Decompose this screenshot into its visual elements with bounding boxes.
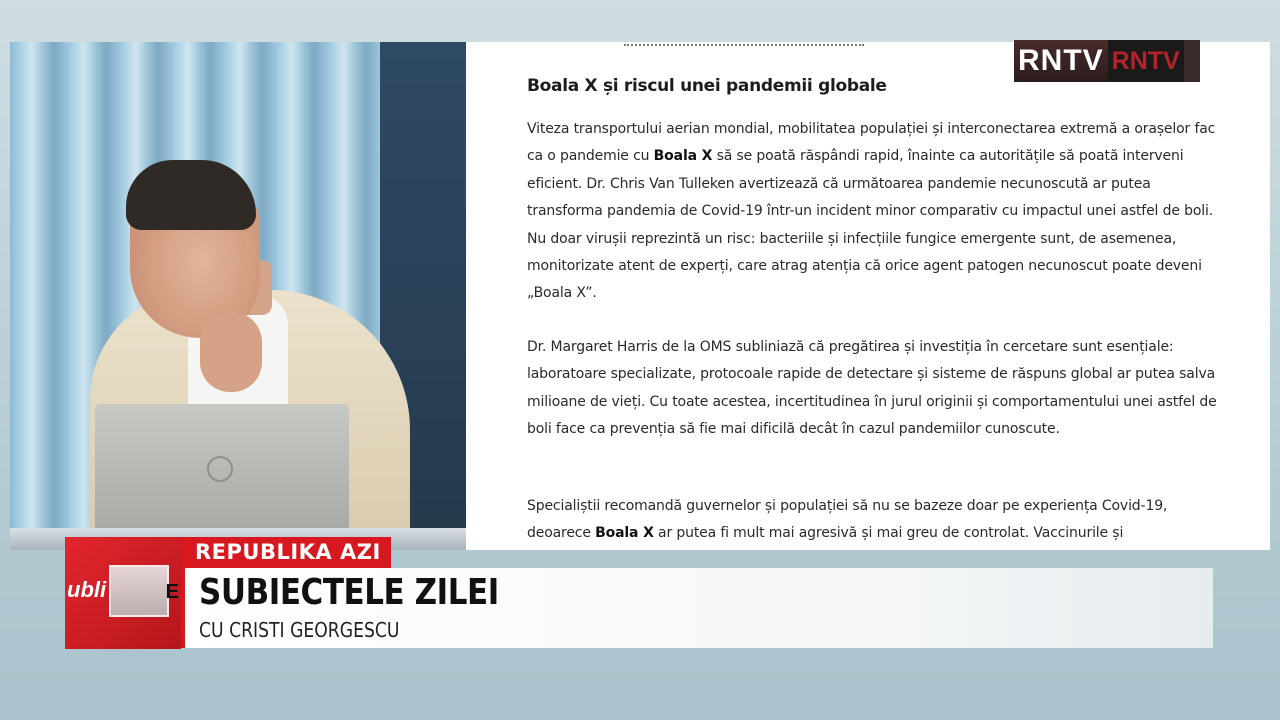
article-paragraph-3	[527, 493, 1217, 548]
paragraph-text: ar putea fi mult mai agresivă și mai greu de controlat. Vaccinurile și	[653, 525, 1124, 542]
show-title: SUBIECTELE ZILEI	[199, 572, 499, 613]
show-logo-text: ubli	[67, 577, 107, 602]
presenter-hand	[200, 312, 262, 392]
article-panel	[466, 42, 1270, 550]
paragraph-text: să se poată răspândi rapid, înainte ca autoritățile să poată interveni eficient. Dr. Chris Van Tulleken avertizează că următoarea pandemie necunoscută ar putea transforma pandemia de Covid-19 într-un incident minor comparativ cu impactul unei astfel de boli. Nu doar virușii reprezintă un risc: bacteriile și infecțiile fungice emergente sunt, de asemenea, monitorizate atent de experți, care atrag atenția că orice agent patogen necunoscut poate deveni „Boala X”.	[527, 148, 1214, 302]
article-cut-line	[624, 42, 864, 46]
show-tag: REPUBLIKA AZI	[181, 537, 391, 568]
paragraph-bold-text: Boala X	[653, 148, 713, 165]
laptop-logo-icon	[207, 456, 233, 482]
paragraph-text: Viteza transportului aerian mondial, mobilitatea populației și interconectarea extremă a orașelor fac ca o pandemie cu	[527, 121, 1216, 165]
paragraph-bold-text: Boala X	[595, 525, 654, 542]
lower-third-bar	[181, 568, 1213, 648]
studio-video-feed	[10, 42, 466, 550]
presenter-hair	[126, 160, 256, 230]
article-paragraph-2	[527, 334, 1217, 444]
article-heading: Boala X și riscul unei pandemii globale	[527, 76, 887, 96]
show-subtitle: CU CRISTI GEORGESCU	[199, 618, 400, 642]
show-logo-screen	[109, 565, 169, 617]
show-logo-tail: E	[165, 581, 179, 603]
paragraph-text: Specialiștii recomandă guvernelor și populației să nu se bazeze doar pe experiența Covid-19, deoarece	[527, 498, 1168, 542]
article-paragraph-1	[527, 116, 1217, 308]
channel-logo	[1014, 40, 1200, 82]
channel-logo-primary: RNTV	[1014, 40, 1108, 82]
channel-logo-secondary: RNTV	[1108, 40, 1184, 82]
paragraph-text: Dr. Margaret Harris de la OMS subliniază că pregătirea și investiția în cercetare sunt esențiale: laboratoare specializate, protocoale rapide de detectare și sisteme de răspuns global ar putea salva milioane de vieți. Cu toate acestea, incertitudinea în jurul originii și comportamentului unei astfel de boli face ca prevenția să fie mai dificilă decât în cazul pandemiilor cunoscute.	[527, 339, 1217, 438]
laptop	[95, 404, 349, 530]
show-logo	[65, 537, 181, 649]
